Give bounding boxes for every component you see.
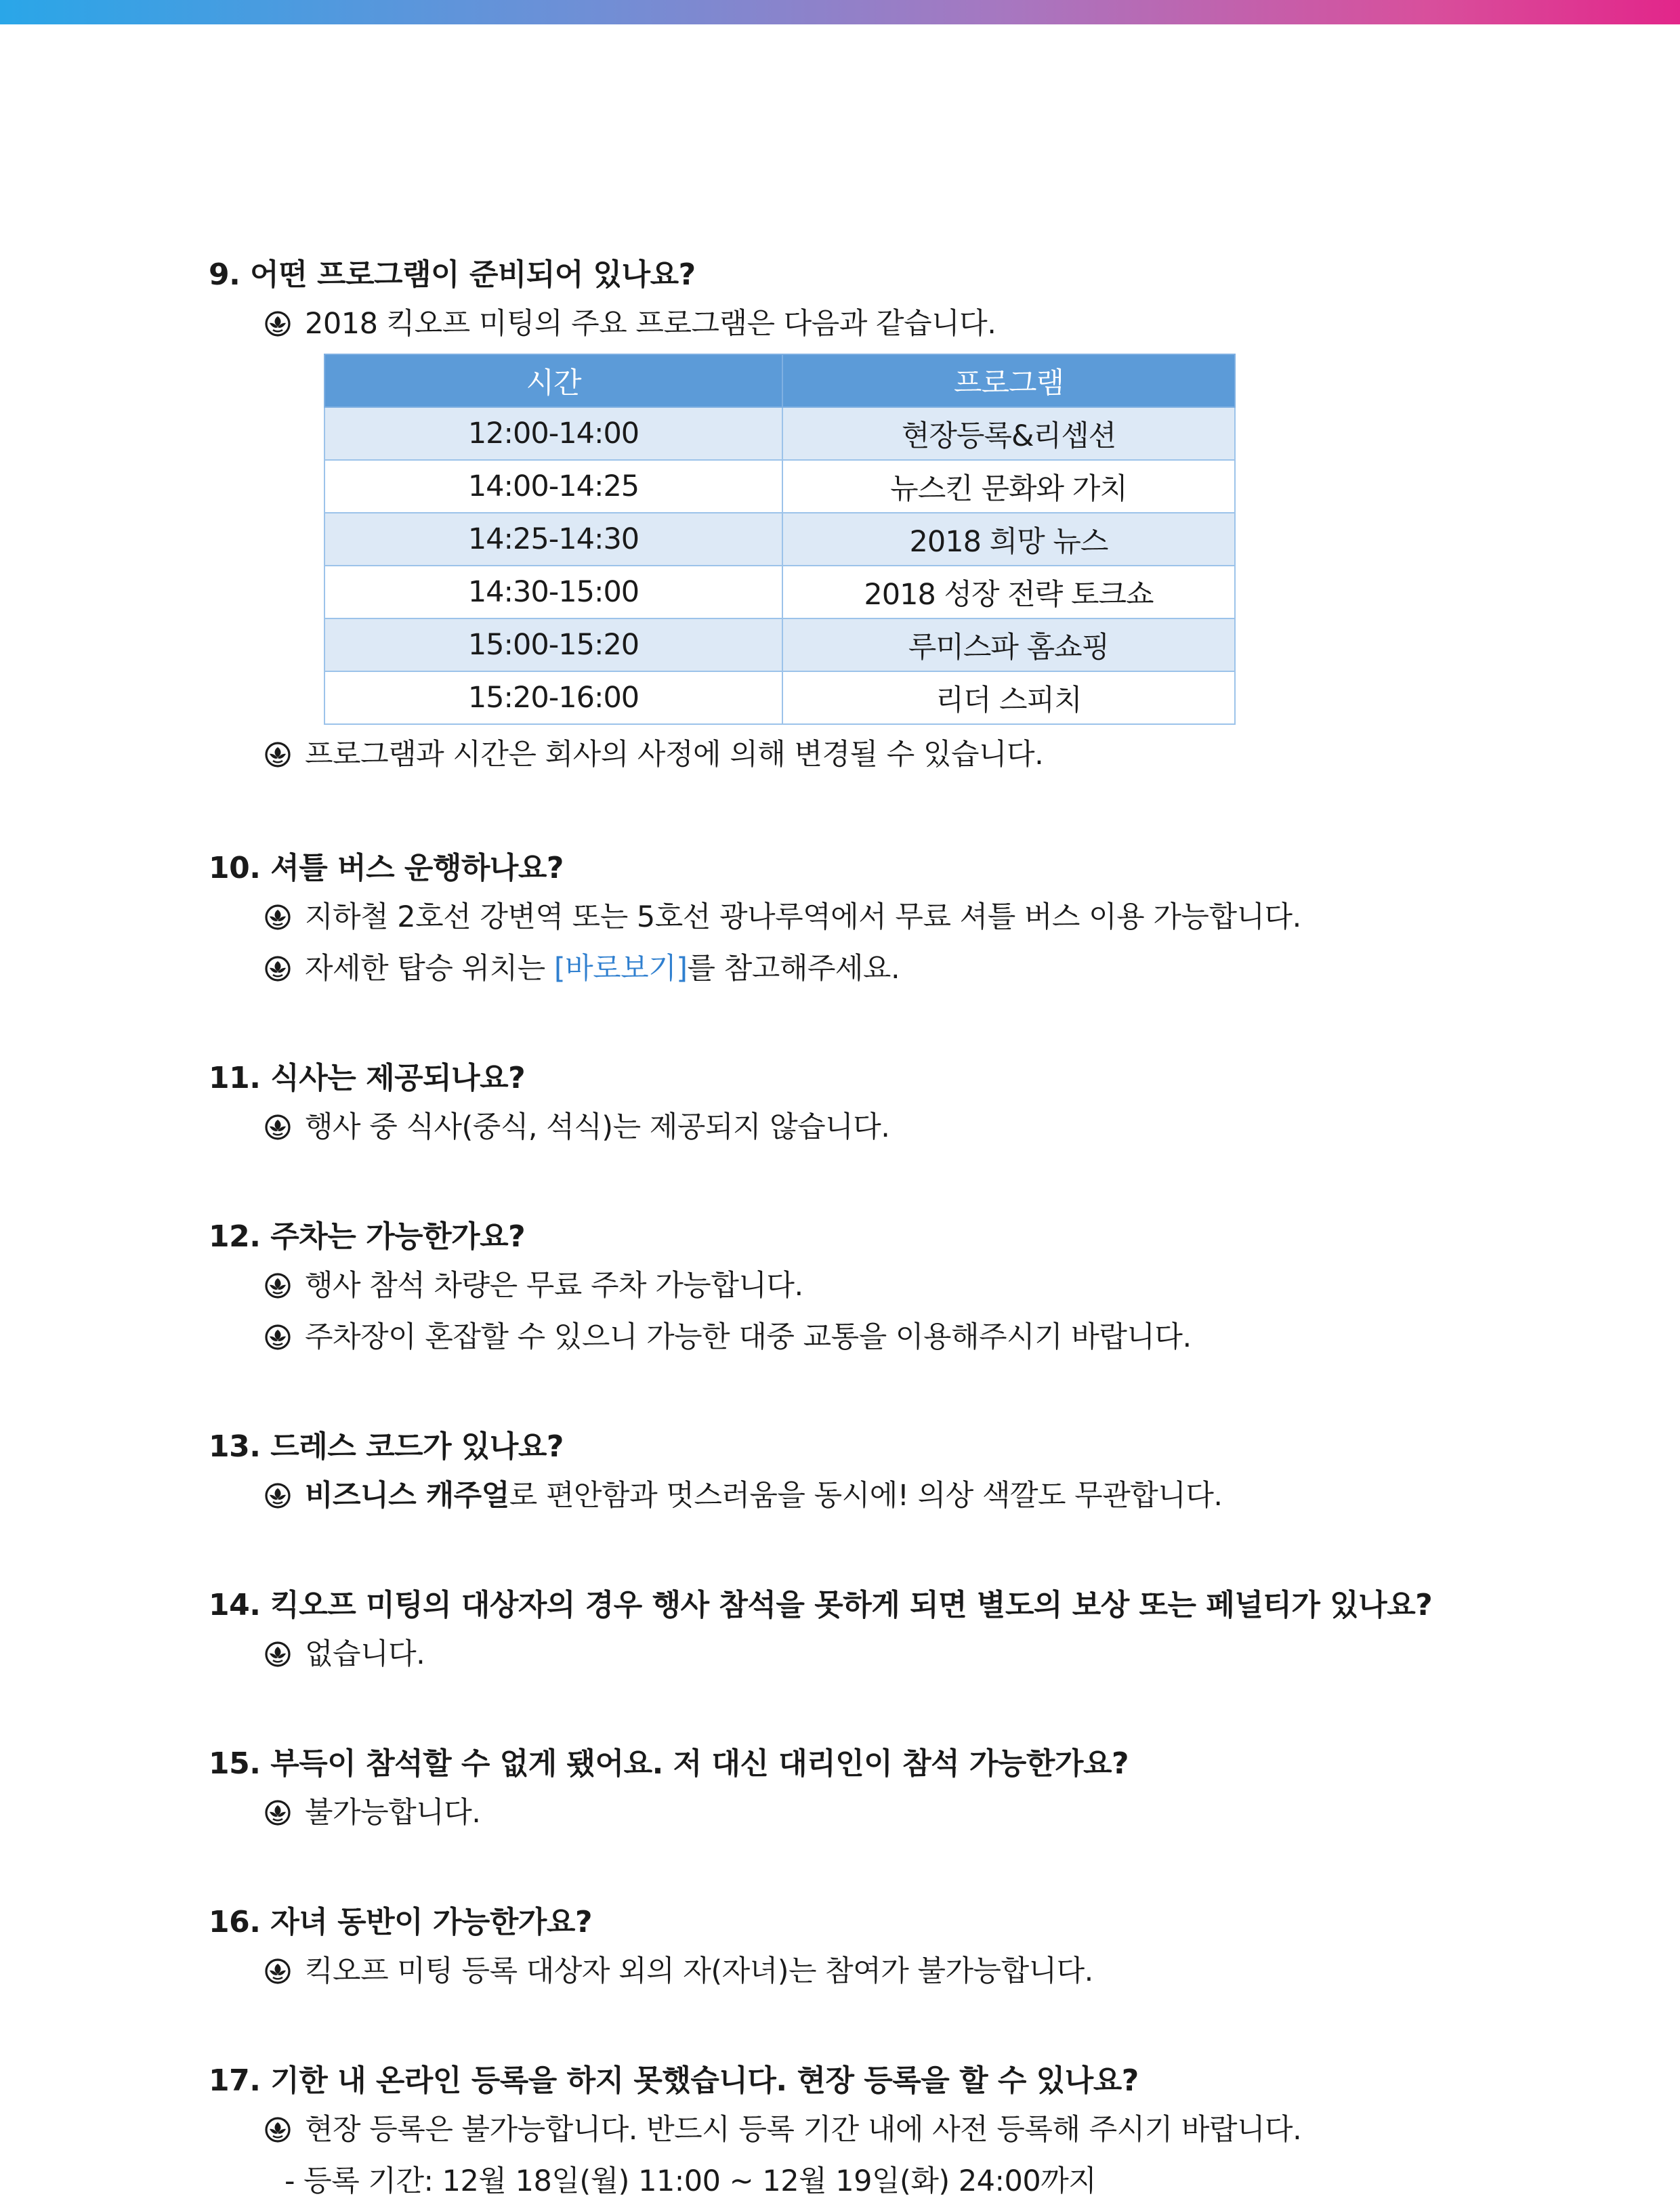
question-10: 10. 셔틀 버스 운행하나요?: [209, 851, 564, 885]
answer-line: [264, 1787, 1536, 1838]
table-cell-time: 14:30-15:00: [324, 566, 782, 618]
question-11: 11. 식사는 제공되나요?: [209, 1061, 526, 1095]
question-14: 14. 킥오프 미팅의 대상자의 경우 행사 참석을 못하게 되면 별도의 보상 또는 페널티가 있나요?: [209, 1588, 1433, 1622]
question-17: 17. 기한 내 온라인 등록을 하지 못했습니다. 현장 등록을 할 수 있나요?: [209, 2063, 1139, 2098]
question-9: 9. 어떤 프로그램이 준비되어 있나요?: [209, 257, 696, 292]
answer-text-after-link: 를 참고해주세요.: [687, 952, 900, 986]
answer-text: 프로그램과 시간은 회사의 사정에 의해 변경될 수 있습니다.: [305, 738, 1044, 772]
answer-text: 행사 중 식사(중식, 석식)는 제공되지 않습니다.: [305, 1110, 890, 1144]
table-cell-program: 뉴스킨 문화와 가치: [782, 460, 1235, 513]
table-cell-time: 15:00-15:20: [324, 618, 782, 671]
table-row: [324, 671, 1235, 724]
table-row: [324, 618, 1235, 671]
flower-bullet-icon: [264, 1958, 291, 1985]
question-15: 15. 부득이 참석할 수 없게 됐어요. 저 대신 대리인이 참석 가능한가요?: [209, 1746, 1129, 1781]
table-cell-time: 15:20-16:00: [324, 671, 782, 724]
flower-bullet-icon: [264, 2116, 291, 2143]
flower-bullet-icon: [264, 741, 291, 768]
answer-line: [264, 891, 1536, 943]
answer-line: [264, 729, 1536, 780]
table-header-program: 프로그램: [782, 354, 1235, 407]
answer-text: 행사 참석 차량은 무료 주차 가능합니다.: [305, 1269, 803, 1303]
faq-section-13: [209, 1424, 1536, 1521]
answer-text-before-link: 자세한 탑승 위치는: [305, 952, 554, 986]
answer-line: [264, 2104, 1536, 2156]
flower-bullet-icon: [264, 310, 291, 337]
faq-section-9: [209, 252, 1536, 780]
table-cell-program: 2018 희망 뉴스: [782, 513, 1235, 566]
table-cell-time: 14:00-14:25: [324, 460, 782, 513]
faq-section-10: [209, 845, 1536, 994]
answer-line: [264, 298, 1536, 350]
answer-line: [264, 1260, 1536, 1311]
registration-period: - 등록 기간: 12월 18일(월) 11:00 ~ 12월 19일(화) 24:00까지: [285, 2164, 1097, 2198]
flower-bullet-icon: [264, 1799, 291, 1826]
top-gradient-bar: [0, 0, 1680, 24]
answer-text: 현장 등록은 불가능합니다. 반드시 등록 기간 내에 사전 등록해 주시기 바랍니다.: [305, 2113, 1302, 2147]
answer-text: 로 편안함과 멋스러움을 동시에! 의상 색깔도 무관합니다.: [509, 1479, 1223, 1513]
flower-bullet-icon: [264, 955, 291, 982]
table-header-time: 시간: [324, 354, 782, 407]
answer-text: 불가능합니다.: [305, 1796, 481, 1830]
table-header-row: [324, 354, 1235, 407]
flower-bullet-icon: [264, 1272, 291, 1299]
answer-line: [264, 1470, 1536, 1521]
answer-text: 지하철 2호선 강변역 또는 5호선 광나루역에서 무료 셔틀 버스 이용 가능합니다.: [305, 900, 1301, 934]
table-cell-program: 리더 스피치: [782, 671, 1235, 724]
flower-bullet-icon: [264, 1482, 291, 1509]
flower-bullet-icon: [264, 1641, 291, 1668]
faq-section-15: [209, 1741, 1536, 1838]
answer-text: 주차장이 혼잡할 수 있으니 가능한 대중 교통을 이용해주시기 바랍니다.: [305, 1320, 1192, 1354]
question-16: 16. 자녀 동반이 가능한가요?: [209, 1905, 592, 1939]
view-location-link[interactable]: [바로보기]: [553, 952, 688, 986]
table-cell-program: 루미스파 홈쇼핑: [782, 618, 1235, 671]
table-cell-program: 현장등록&리셉션: [782, 407, 1235, 460]
faq-section-12: [209, 1214, 1536, 1363]
dress-code-emphasis: 비즈니스 캐주얼: [305, 1479, 509, 1513]
table-row: [324, 407, 1235, 460]
question-12: 12. 주차는 가능한가요?: [209, 1219, 526, 1254]
flower-bullet-icon: [264, 1324, 291, 1351]
answer-text: 2018 킥오프 미팅의 주요 프로그램은 다음과 같습니다.: [305, 307, 996, 341]
program-schedule-table: [324, 354, 1236, 725]
table-row: [324, 566, 1235, 618]
faq-section-16: [209, 1899, 1536, 1997]
answer-line: [264, 1311, 1536, 1363]
answer-line: [264, 1101, 1536, 1153]
table-row: [324, 460, 1235, 513]
table-row: [324, 513, 1235, 566]
faq-section-11: [209, 1055, 1536, 1153]
answer-text: 없습니다.: [305, 1637, 425, 1671]
answer-line: [264, 943, 1536, 994]
answer-line: [264, 1946, 1536, 1997]
faq-document: [209, 252, 1536, 2207]
flower-bullet-icon: [264, 904, 291, 931]
table-cell-program: 2018 성장 전략 토크쇼: [782, 566, 1235, 618]
faq-section-14: [209, 1582, 1536, 1680]
faq-section-17: [209, 2058, 1536, 2207]
table-cell-time: 12:00-14:00: [324, 407, 782, 460]
flower-bullet-icon: [264, 1114, 291, 1141]
answer-text: 킥오프 미팅 등록 대상자 외의 자(자녀)는 참여가 불가능합니다.: [305, 1954, 1093, 1988]
question-13: 13. 드레스 코드가 있나요?: [209, 1429, 564, 1464]
answer-line: [264, 1628, 1536, 1680]
table-cell-time: 14:25-14:30: [324, 513, 782, 566]
